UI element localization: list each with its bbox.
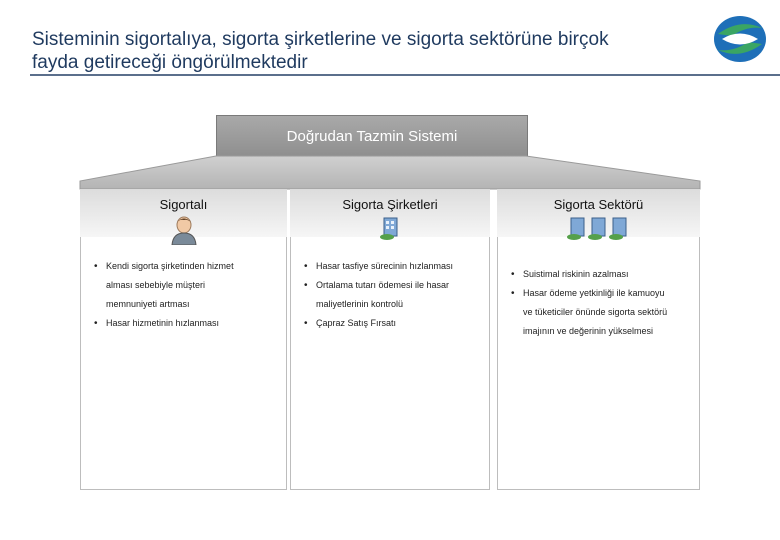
column-title: Sigortalı bbox=[159, 197, 208, 212]
column-sigorta-sirketleri bbox=[290, 189, 490, 490]
list-item: • Suistimal riskinin azalması bbox=[511, 265, 700, 284]
list-item: • Hasar ödeme yetkinliği ile kamuoyu ve tüketiciler önünde sigorta sektörü imajının ve değerinin yükselmesi bbox=[511, 284, 673, 341]
direct-compensation-label: Doğrudan Tazmin Sistemi bbox=[286, 127, 458, 145]
column-header bbox=[290, 189, 490, 237]
column-header bbox=[80, 189, 287, 237]
list-item: • Ortalama tutarı ödemesi ile hasar maliyetlerinin kontrolü bbox=[304, 276, 481, 314]
bullet-list bbox=[497, 265, 700, 341]
list-item: • Kendi sigorta şirketinden hizmet alması sebebiyle müşteri memnuniyeti artması bbox=[94, 257, 256, 314]
bullet-list bbox=[290, 257, 490, 333]
hierarchy-connector bbox=[0, 0, 780, 200]
list-item: • Hasar tasfiye sürecinin hızlanması bbox=[304, 257, 490, 276]
page-title-line1: Sisteminin sigortalıya, sigorta şirketlerine ve sigorta sektörüne birçok bbox=[32, 29, 609, 50]
bullet-list bbox=[80, 257, 287, 333]
column-sigortali bbox=[80, 189, 287, 490]
column-sigorta-sektoru bbox=[497, 189, 700, 490]
list-item: • Hasar hizmetinin hızlanması bbox=[94, 314, 287, 333]
column-header bbox=[497, 189, 700, 237]
page-title-line2: fayda getireceği öngörülmektedir bbox=[32, 52, 308, 73]
list-item: • Çapraz Satış Fırsatı bbox=[304, 314, 490, 333]
column-title: Sigorta Şirketleri bbox=[342, 197, 438, 212]
column-title: Sigorta Sektörü bbox=[553, 197, 644, 212]
